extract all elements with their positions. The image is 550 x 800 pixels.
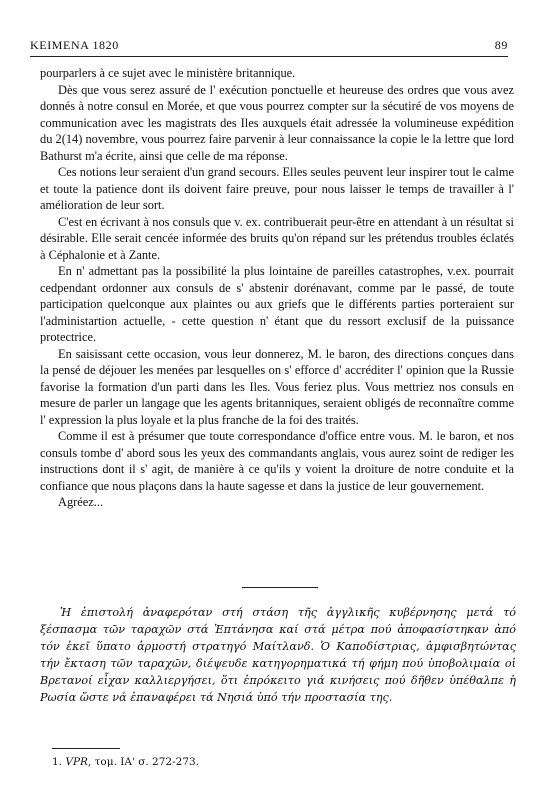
editorial-commentary [40, 604, 516, 706]
body-paragraph: Ces notions leur seraient d'un grand secours. Elles seules peuvent leur inspirer tout le calme et toute la patience dont ils doivent faire preuve, pour nous laisser le temps de travailler à l' amélioration de leur sort. [40, 165, 514, 212]
closing-salutation: Agréez... [58, 495, 104, 509]
body-paragraph: C'est en écrivant à nos consuls que v. ex. contribuerait peur-être en attendant à un résultat si désirable. Elle serait cencée informée des bruits qu'on répand sur les prétendus troubles éclatés à Céphalonie et à Zante. [40, 214, 514, 262]
body-paragraph: En n' admettant pas la possibilité la plus lointaine de pareilles catastrophes, v.ex. pourrait cedpendant ordonner aux consuls de s' abstenir dorénavant, comme par le passé, de toute participation quelconque aux plaintes ou aux griefs que le différents parties porteraient sur l'administartion actuelle, - cette question n' étant que du ressort exclusif de la puissance protectrice. [40, 264, 514, 344]
footnote-source: VPR, [65, 756, 92, 768]
body-paragraph: En saisissant cette occasion, vous leur donnerez, M. le baron, des directions conçues dans la pensé de déjouer les menées par lesquelles on s' efforce d' accréditer l' opinion que la Russie favorise la formation d'un parti dans les Iles. Vous feriez plus. Vous mettriez nos consuls en mesure de parler un langage que les agents britanniques, seraient obligés de reconnaître comme l' expression la plus loyale et la plus franche de la foi des traités. [40, 346, 514, 427]
footnote-citation: τομ. ΙΑ' σ. 272-273. [94, 756, 200, 768]
body-paragraph: Dès que vous serez assuré de l' exécution ponctuelle et heureuse des ordres que vous avez donnés à notre consul en Morée, et que vous pourrez compter sur la sécutiré de vos moyens de communication avec les magistrats des Iles auxquels était adressée la volumineuse expédition du 2(14) novembre, vous pourrez faire parvenir à leur connaissance la copie le la lettre que lord Bathurst m'a écrite, ainsi que celle de ma réponse. [40, 82, 514, 163]
footnote-number: 1. [52, 756, 63, 768]
header-rule [30, 56, 508, 57]
page-number: 89 [494, 38, 508, 52]
section-separator [242, 587, 318, 588]
running-head [30, 38, 508, 54]
running-head-title: ΚΕΙΜΕΝΑ 1820 [30, 38, 119, 52]
body-paragraph: Comme il est à présumer que toute correspondance d'office entre vous. M. le baron, et nos consuls tombe d' abord sous les yeux des commandants anglais, vous aurez soint de rediger les instructions dont il s' agit, de manière à ce qu'ils y voient la droiture de notre conduite et la confiance que nous plaçons dans la haute sagesse et dans la justice de leur gouvernement. [40, 429, 514, 493]
footnote [52, 756, 199, 768]
commentary-paragraph: Ἡ ἐπιστολή ἀναφερόταν στή στάση τῆς ἀγγλικῆς κυβέρνησης μετά τό ξέσπασμα τῶν ταραχῶν στά Ἑπτάνησα καί στά μέτρα πού ἀποφασίστηκαν ἀπό τόν ἐκεῖ ὕπατο ἁρμοστή στρατηγό Μαίτλανδ. Ὁ Καποδίστριας, ἀμφισβητώντας τήν ἔκταση τῶν ταραχῶν, διέψευδε κατηγορηματικά τή φήμη πού ὑποβολιμαία οἱ Βρετανοί εἶχαν καλλιεργήσει, ὅτι ἐπρόκειτο γιά κινήσεις πού δῆθεν ὑπέθαλπε ἡ Ρωσία ὥστε νά ἐπαναφέρει τά Νησιά ὑπό τήν προστασία της. [40, 606, 516, 704]
letter-body [40, 65, 514, 511]
body-paragraph: pourparlers à ce sujet avec le ministère britannique. [40, 66, 296, 80]
footnote-rule [52, 748, 120, 749]
